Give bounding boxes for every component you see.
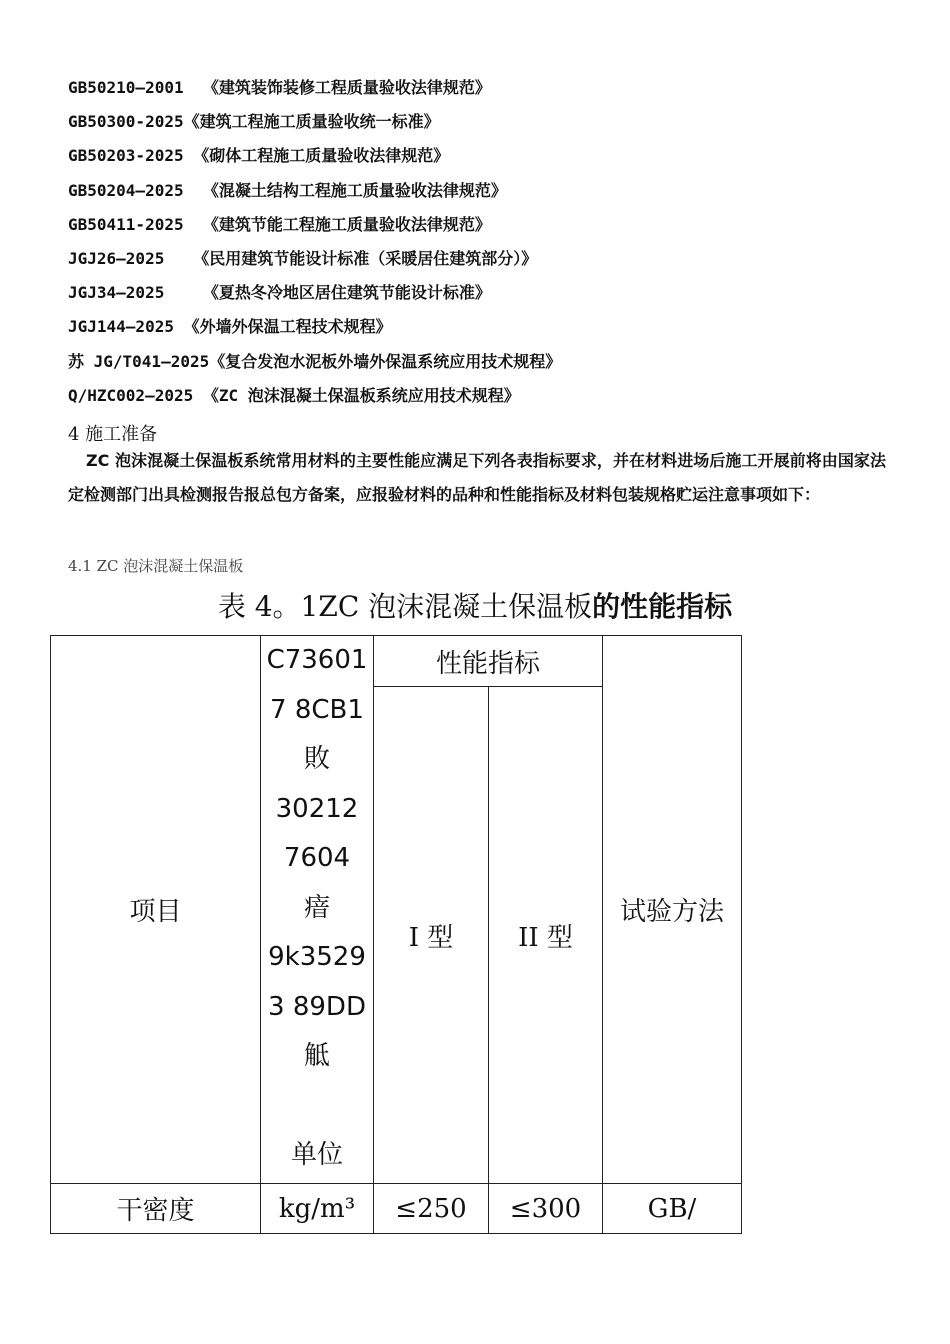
- table-row: [51, 1184, 742, 1234]
- table-caption-light: 表 4。1ZC 泡沫混凝土保温板: [217, 590, 593, 623]
- reference-standard: GB50204—2025 《混凝土结构工程施工质量验收法律规范》: [68, 180, 507, 200]
- header-item: 项目: [51, 636, 261, 1184]
- header-unit-line: 30212: [275, 793, 359, 824]
- table-header-row: [51, 636, 742, 687]
- header-unit-line: 敗: [303, 744, 330, 774]
- header-unit-line: 觝: [303, 1041, 330, 1071]
- header-unit-line: 瘖: [303, 892, 330, 923]
- cell-item: 干密度: [51, 1184, 261, 1234]
- cell-type-2: ≤300: [489, 1184, 603, 1234]
- performance-table: [50, 635, 742, 1234]
- header-unit-line: 7604: [283, 843, 351, 873]
- cell-type-1: ≤250: [374, 1184, 489, 1234]
- reference-standard: Q/HZC002—2025 《ZC 泡沫混凝土保温板系统应用技术规程》: [68, 385, 520, 405]
- header-unit-line: [261, 1082, 373, 1132]
- header-test-method: 试验方法: [603, 636, 742, 1184]
- header-unit-line: 3 89DD: [268, 991, 366, 1022]
- reference-standards-list: [68, 74, 561, 416]
- reference-standard: JGJ34—2025 《夏热冬冷地区居住建筑节能设计标准》: [68, 283, 491, 303]
- reference-standard: 苏 JG/T041—2025《复合发泡水泥板外墙外保温系统应用技术规程》: [68, 351, 562, 371]
- section-title: 4 施工准备: [68, 424, 158, 445]
- reference-standard: GB50203-2025 《砌体工程施工质量验收法律规范》: [68, 146, 450, 166]
- header-unit: [261, 636, 374, 1184]
- table-caption-bold: 的性能指标: [592, 590, 733, 623]
- header-type-1: I 型: [374, 687, 489, 1184]
- header-unit-line: C73601: [266, 645, 368, 675]
- header-type-2: II 型: [489, 687, 603, 1184]
- reference-standard: GB50300-2025《建筑工程施工质量验收统一标准》: [68, 112, 440, 132]
- reference-standard: JGJ144—2025 《外墙外保温工程技术规程》: [68, 317, 392, 337]
- cell-test-method: GB/: [603, 1184, 742, 1234]
- reference-standard: JGJ26—2025 《民用建筑节能设计标准（采暖居住建筑部分）》: [68, 248, 538, 268]
- subsection-title: 4.1 ZC 泡沫混凝土保温板: [68, 557, 244, 575]
- reference-standard: GB50411-2025 《建筑节能工程施工质量验收法律规范》: [68, 214, 491, 234]
- table-caption: [0, 585, 950, 625]
- header-unit-line: 7 8CB1: [270, 694, 364, 725]
- header-performance: 性能指标: [374, 636, 603, 687]
- cell-unit: kg/m³: [261, 1184, 374, 1234]
- header-unit-line: 单位: [290, 1140, 343, 1170]
- reference-standard: GB50210—2001 《建筑装饰装修工程质量验收法律规范》: [68, 78, 491, 97]
- body-paragraph: ZC 泡沫混凝土保温板系统常用材料的主要性能应满足下列各表指标要求，并在材料进场后施工开展前将由国家法定检测部门出具检测报告报总包方备案，应报验材料的品种和性能指标及材料包装规格贮运注意事项如下：: [68, 451, 886, 504]
- header-unit-line: 9k3529: [268, 942, 366, 972]
